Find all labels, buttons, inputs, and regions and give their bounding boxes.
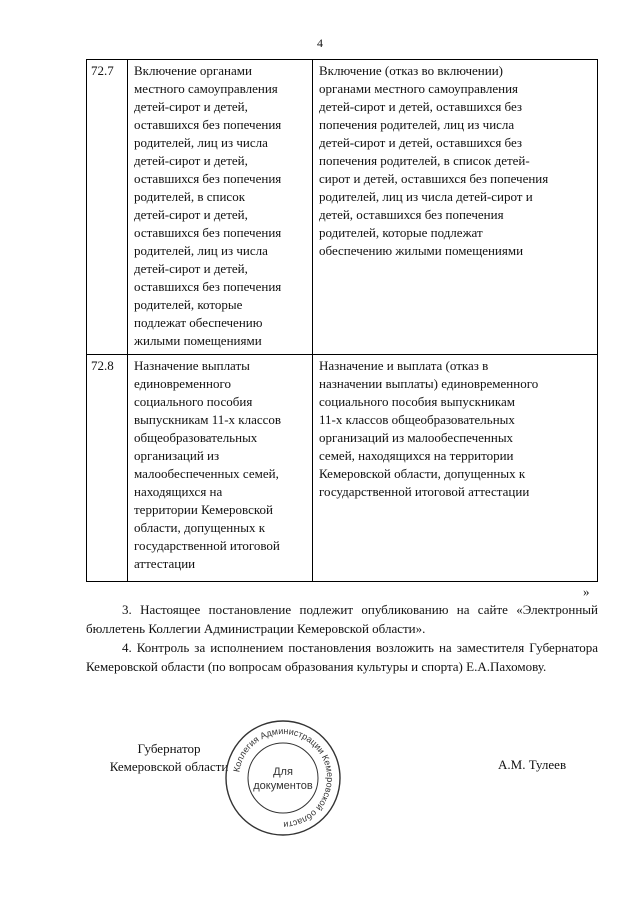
- table-row: [87, 60, 598, 355]
- stamp-ring-text: Коллегия Администрации Кемеровской области: [231, 725, 336, 831]
- service-name: Назначение выплаты единовременного социального пособия выпускникам 11-х классов общеобразовательных организаций из малообеспеченных семей, находящихся на территории Кемеровской области, допущенных к государственной итоговой аттестации: [134, 358, 282, 571]
- page-number: 4: [317, 36, 323, 50]
- signatory-title-line1: Губернатор: [137, 741, 201, 756]
- stamp-inner-ring: [248, 743, 318, 813]
- stamp-outer-ring: [226, 721, 340, 835]
- stamp-center-line2: документов: [253, 780, 313, 792]
- row-number: 72.8: [87, 355, 128, 582]
- row-number: 72.7: [87, 60, 128, 355]
- closing-quote: »: [583, 584, 590, 599]
- service-result-cell: [313, 60, 598, 355]
- table-row: [87, 355, 598, 582]
- paragraph-4: 4. Контроль за исполнением постановления возложить на заместителя Губернатора Кемеровской области (по вопросам образования культуры и спорта) Е.А.Пахомову.: [86, 640, 598, 674]
- signatory-name: А.М. Тулеев: [498, 757, 567, 772]
- signatory-title-line2: Кемеровской области: [109, 759, 229, 774]
- service-name-cell: [128, 355, 313, 582]
- official-stamp: [223, 718, 343, 838]
- signatory-title: [96, 740, 242, 776]
- stamp-center-line1: Для: [273, 766, 293, 778]
- service-result: Назначение и выплата (отказ в назначении выплаты) единовременного социального пособия выпускникам 11-х классов общеобразовательных организаций из малообеспеченных семей, находящихся на территории Кемеровской области, допущенных к государственной итоговой аттестации: [319, 358, 539, 499]
- service-name: Включение органами местного самоуправления детей-сирот и детей, оставшихся без попечения родителей, лиц из числа детей-сирот и детей, оставшихся без попечения родителей, в список детей-сирот и детей, оставшихся без попечения родителей, лиц из числа детей-сирот и детей, оставшихся без попечения родителей, которые подлежат обеспечению жилыми помещениями: [134, 63, 282, 348]
- services-table: [86, 59, 598, 582]
- paragraph-3: 3. Настоящее постановление подлежит опубликованию на сайте «Электронный бюллетень Коллегии Администрации Кемеровской области».: [86, 602, 598, 636]
- service-result: Включение (отказ во включении) органами местного самоуправления детей-сирот и детей, оставшихся без попечения родителей, лиц из числа детей-сирот и детей, оставшихся без попечения родителей, в список детей- сирот и детей, оставшихся без попечения родителей, лиц из числа детей-сирот и детей, оставшихся без попечения родителей, которые подлежат обеспечению жилыми помещениями: [319, 63, 549, 258]
- service-name-cell: [128, 60, 313, 355]
- service-result-cell: [313, 355, 598, 582]
